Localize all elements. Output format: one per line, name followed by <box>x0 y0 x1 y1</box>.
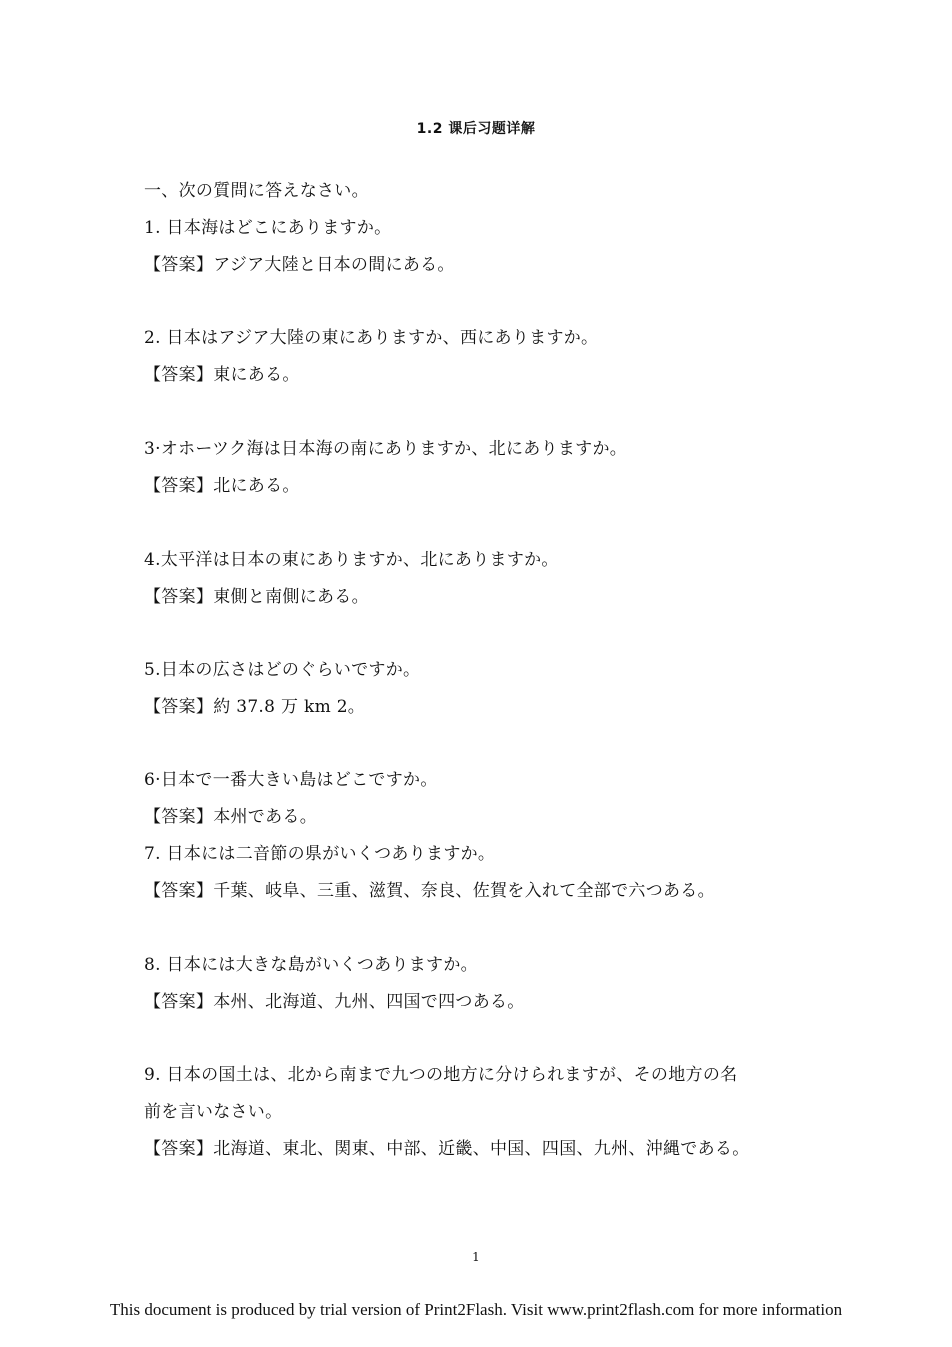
question-6: 6·日本で一番大きい島はどこですか。 <box>144 770 438 790</box>
question-3: 3·オホーツク海は日本海の南にありますか、北にありますか。 <box>144 439 628 459</box>
question-5: 5.日本の広さはどのぐらいですか。 <box>144 660 421 680</box>
question-7: 7. 日本には二音節の県がいくつありますか。 <box>144 844 496 864</box>
page-number: 1 <box>472 1250 480 1264</box>
answer-5: 【答案】約 37.8 万 km 2。 <box>144 697 366 717</box>
section-heading: 一、次の質問に答えなさい。 <box>144 181 369 201</box>
question-9-continued: 前を言いなさい。 <box>144 1102 283 1122</box>
question-9: 9. 日本の国土は、北から南まで九つの地方に分けられますが、その地方の名 <box>144 1065 738 1085</box>
question-1: 1. 日本海はどこにありますか。 <box>144 218 392 238</box>
question-4: 4.太平洋は日本の東にありますか、北にありますか。 <box>144 550 559 570</box>
answer-4: 【答案】東側と南側にある。 <box>144 587 369 607</box>
answer-2: 【答案】東にある。 <box>144 365 300 385</box>
answer-3: 【答案】北にある。 <box>144 476 300 496</box>
answer-8: 【答案】本州、北海道、九州、四国で四つある。 <box>144 992 525 1012</box>
page-title: 1.2 课后习题详解 <box>416 121 536 137</box>
answer-9: 【答案】北海道、東北、関東、中部、近畿、中国、四国、九州、沖縄である。 <box>144 1139 750 1159</box>
answer-1: 【答案】アジア大陸と日本の間にある。 <box>144 255 455 275</box>
answer-6: 【答案】本州である。 <box>144 807 317 827</box>
question-2: 2. 日本はアジア大陸の東にありますか、西にありますか。 <box>144 328 599 348</box>
trial-footer: This document is produced by trial version of Print2Flash. Visit www.print2flash.com for more information <box>109 1300 843 1319</box>
question-8: 8. 日本には大きな島がいくつありますか。 <box>144 955 478 975</box>
answer-7: 【答案】千葉、岐阜、三重、滋賀、奈良、佐賀を入れて全部で六つある。 <box>144 881 715 901</box>
